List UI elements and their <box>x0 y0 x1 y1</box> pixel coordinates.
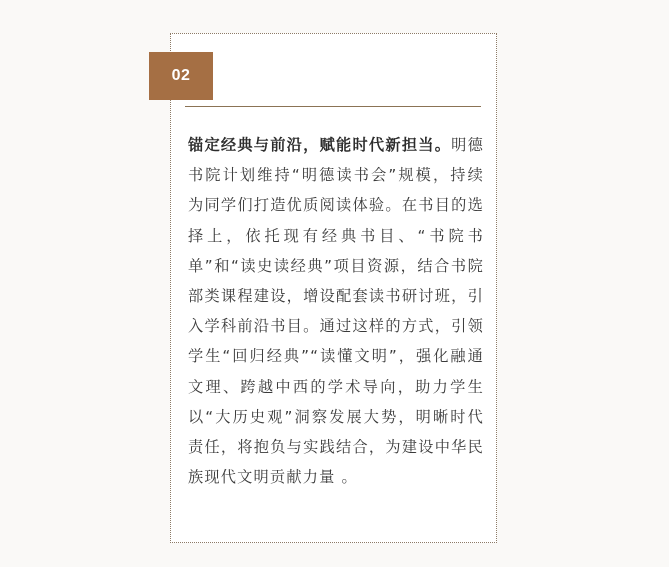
header-divider <box>185 106 481 107</box>
article-paragraph <box>188 130 484 492</box>
lead-sentence: 锚定经典与前沿，赋能时代新担当。 <box>188 136 452 154</box>
article-card <box>170 33 497 543</box>
section-number-badge: 02 <box>149 52 213 100</box>
paragraph-body: 明德书院计划维持“明德读书会”规模，持续为同学们打造优质阅读体验。在书目的选择上，依托现有经典书目、“书院书单”和“读史读经典”项目资源，结合书院部类课程建设，增设配套读书研讨班，引入学科前沿书目。通过这样的方式，引领学生“回归经典”“读懂文明”，强化融通文理、跨越中西的学术导向，助力学生以“大历史观”洞察发展大势，明晰时代责任，将抱负与实践结合，为建设中华民族现代文明贡献力量 。 <box>188 136 484 487</box>
